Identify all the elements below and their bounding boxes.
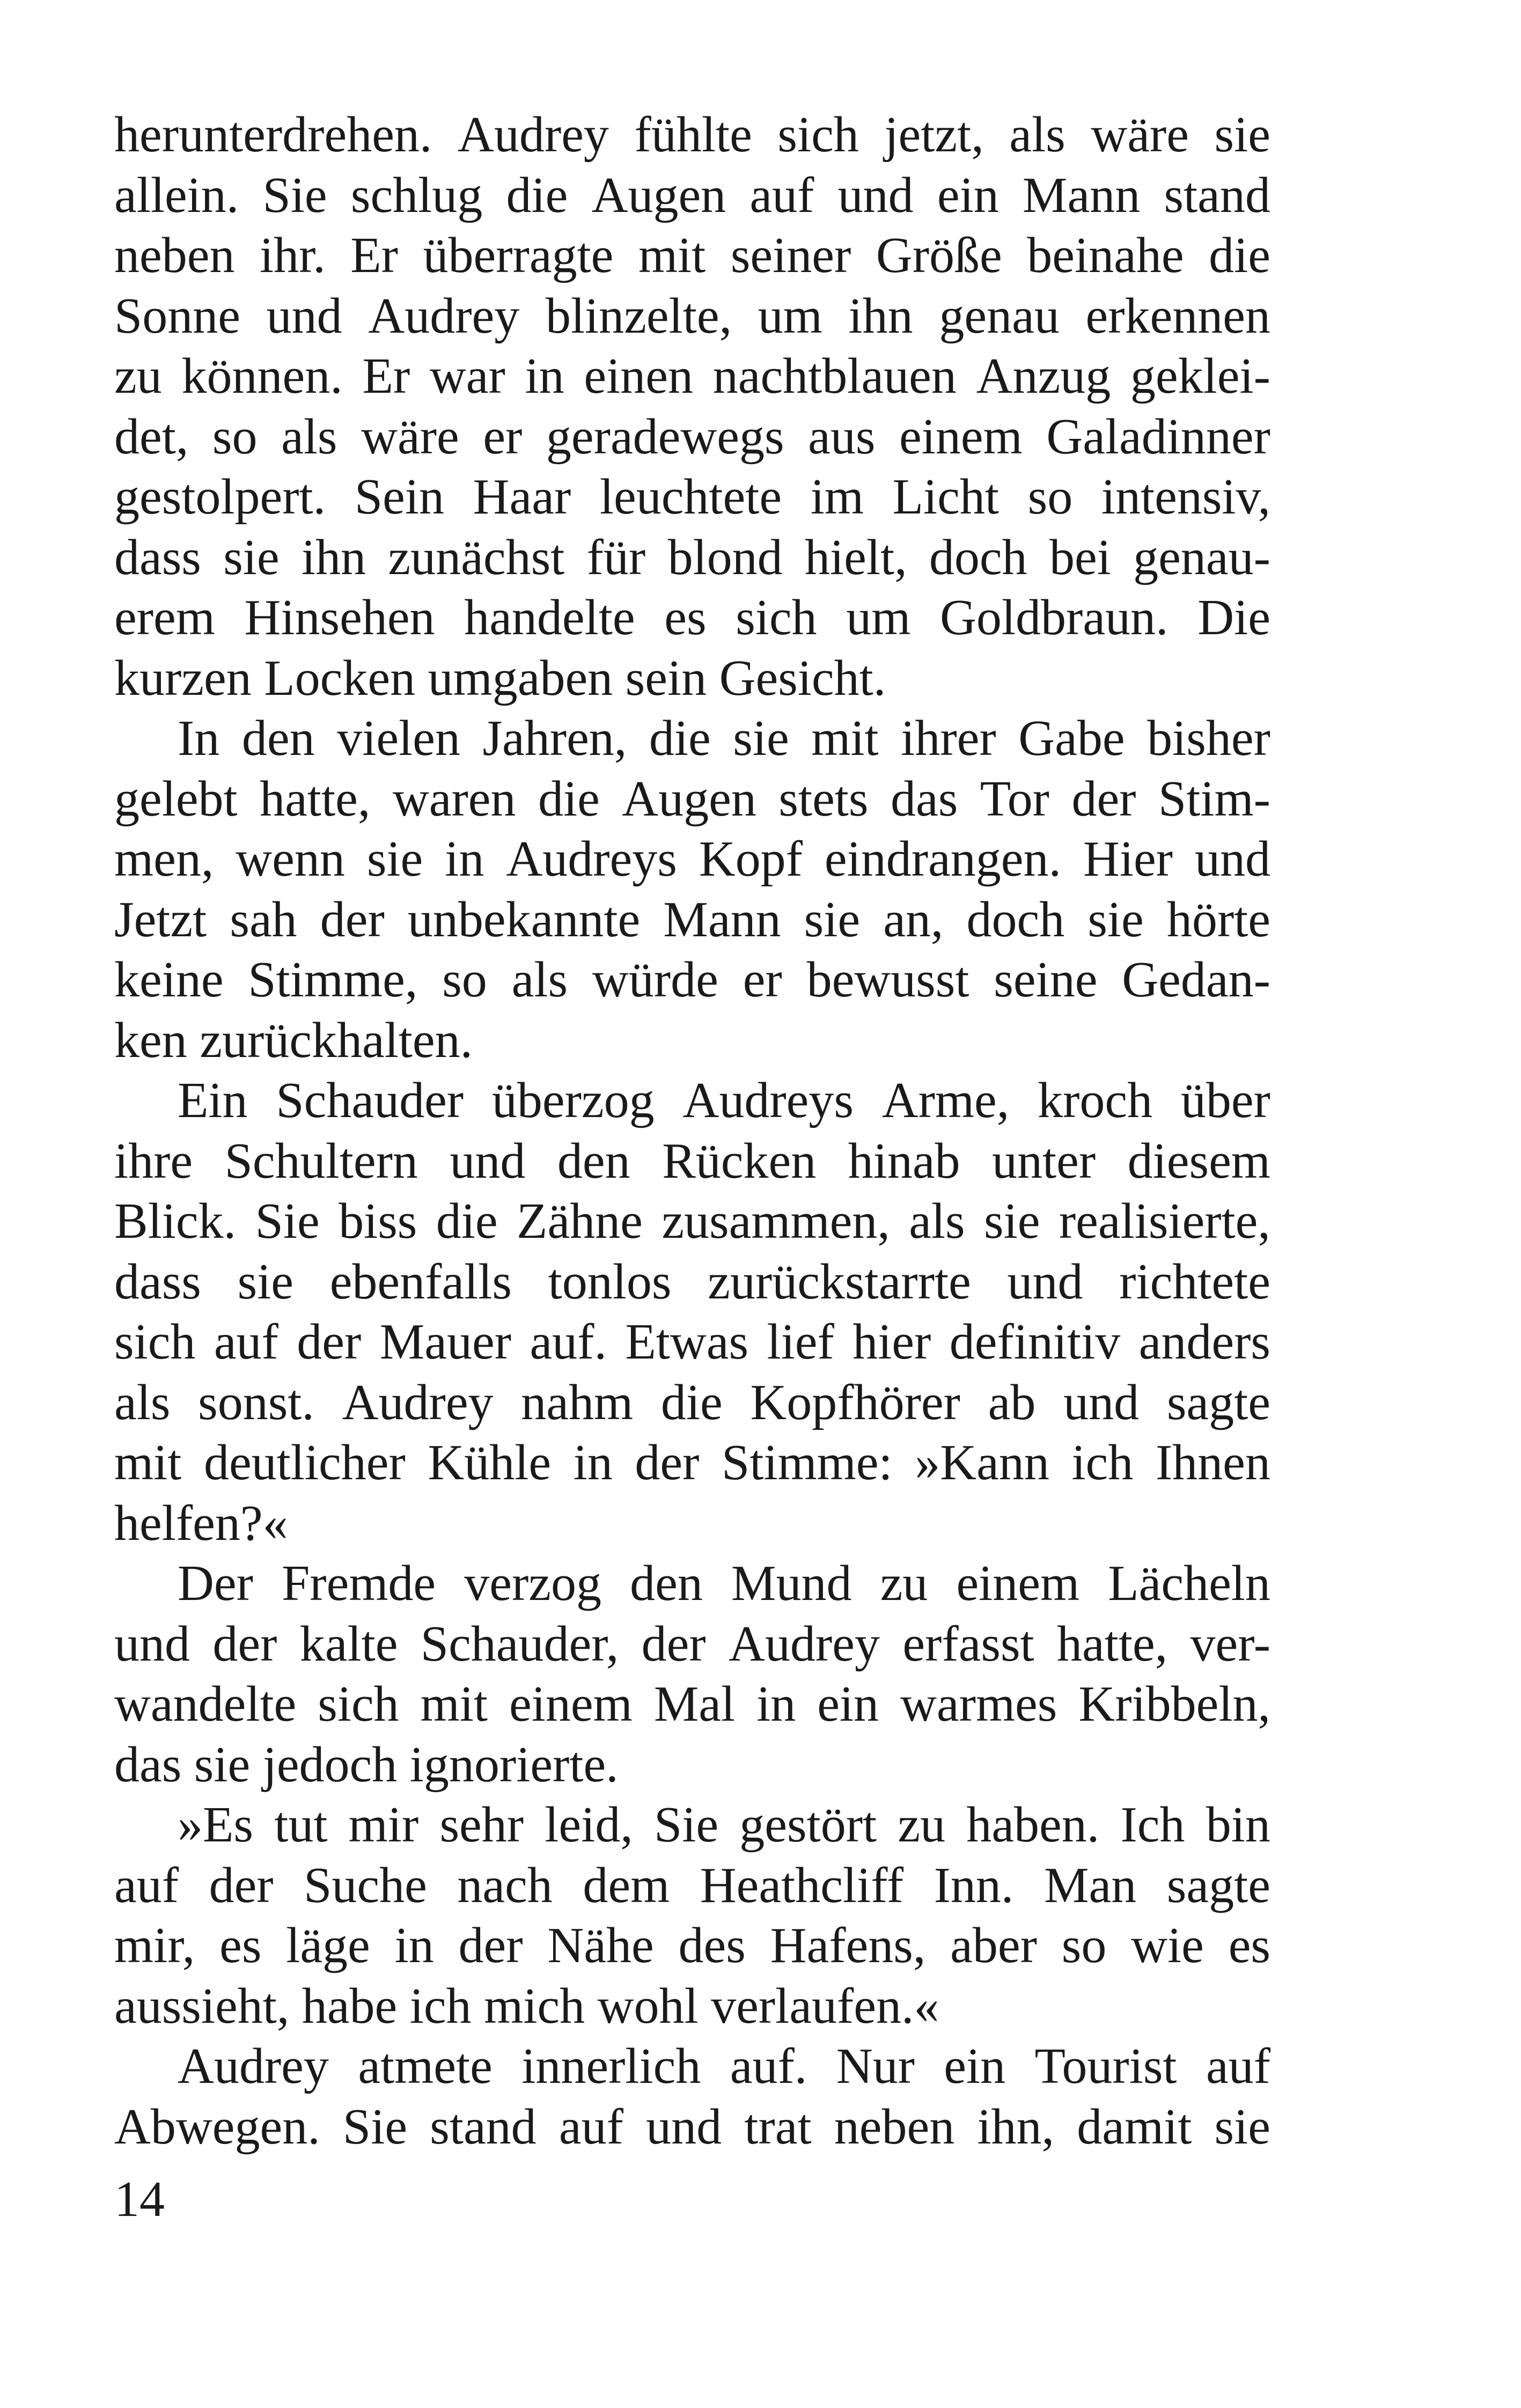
text-line: zu können. Er war in einen nachtblauen Anzug geklei- xyxy=(114,348,1270,404)
text-line: allein. Sie schlug die Augen auf und ein Mann stand xyxy=(114,167,1270,223)
text-line: und der kalte Schauder, der Audrey erfasst hatte, ver- xyxy=(114,1616,1270,1672)
text-line: wandelte sich mit einem Mal in ein warmes Kribbeln, xyxy=(114,1676,1270,1732)
text-line: helfen?« xyxy=(114,1495,288,1551)
text-line: men, wenn sie in Audreys Kopf eindrangen. Hier und xyxy=(114,831,1270,887)
text-line: keine Stimme, so als würde er bewusst seine Gedan- xyxy=(114,952,1270,1008)
text-line: gestolpert. Sein Haar leuchtete im Licht so intensiv, xyxy=(114,469,1270,525)
page-body-text xyxy=(114,105,1270,2157)
text-line: neben ihr. Er überragte mit seiner Größe beinahe die xyxy=(114,227,1270,283)
text-line: Sonne und Audrey blinzelte, um ihn genau erkennen xyxy=(114,288,1270,344)
text-line: als sonst. Audrey nahm die Kopfhörer ab und sagte xyxy=(114,1374,1270,1430)
text-line: erem Hinsehen handelte es sich um Goldbraun. Die xyxy=(114,590,1270,645)
text-line: Jetzt sah der unbekannte Mann sie an, doch sie hörte xyxy=(114,891,1270,948)
text-line: aussieht, habe ich mich wohl verlaufen.« xyxy=(114,1978,939,2034)
text-line: Abwegen. Sie stand auf und trat neben ihn, damit sie xyxy=(114,2098,1270,2155)
text-line: Ein Schauder überzog Audreys Arme, kroch über xyxy=(178,1073,1270,1128)
text-line: herunterdrehen. Audrey fühlte sich jetzt, als wäre sie xyxy=(114,107,1270,163)
text-line: sich auf der Mauer auf. Etwas lief hier definitiv anders xyxy=(114,1314,1270,1370)
text-line: Blick. Sie biss die Zähne zusammen, als sie realisierte, xyxy=(114,1193,1270,1249)
text-line: gelebt hatte, waren die Augen stets das Tor der Stim- xyxy=(114,770,1270,827)
text-line: das sie jedoch ignorierte. xyxy=(114,1736,619,1793)
text-line: kurzen Locken umgaben sein Gesicht. xyxy=(114,650,886,706)
text-line: Der Fremde verzog den Mund zu einem Lächeln xyxy=(178,1555,1270,1611)
text-line: Audrey atmete innerlich auf. Nur ein Tourist auf xyxy=(178,2038,1270,2094)
text-line: mit deutlicher Kühle in der Stimme: »Kann ich Ihnen xyxy=(114,1435,1270,1491)
text-line: ken zurückhalten. xyxy=(114,1012,473,1068)
text-line: dass sie ihn zunächst für blond hielt, doch bei genau- xyxy=(114,529,1270,585)
page-number: 14 xyxy=(114,2171,165,2227)
text-line: ihre Schultern und den Rücken hinab unter diesem xyxy=(114,1133,1270,1189)
text-line: auf der Suche nach dem Heathcliff Inn. Man sagte xyxy=(114,1857,1270,1913)
text-line: mir, es läge in der Nähe des Hafens, aber so wie es xyxy=(114,1918,1270,1973)
text-line: dass sie ebenfalls tonlos zurückstarrte und richtete xyxy=(114,1253,1270,1310)
text-line: In den vielen Jahren, die sie mit ihrer Gabe bisher xyxy=(178,710,1270,766)
text-line: »Es tut mir sehr leid, Sie gestört zu haben. Ich bin xyxy=(178,1797,1270,1853)
text-line: det, so als wäre er geradewegs aus einem Galadinner xyxy=(114,408,1270,465)
